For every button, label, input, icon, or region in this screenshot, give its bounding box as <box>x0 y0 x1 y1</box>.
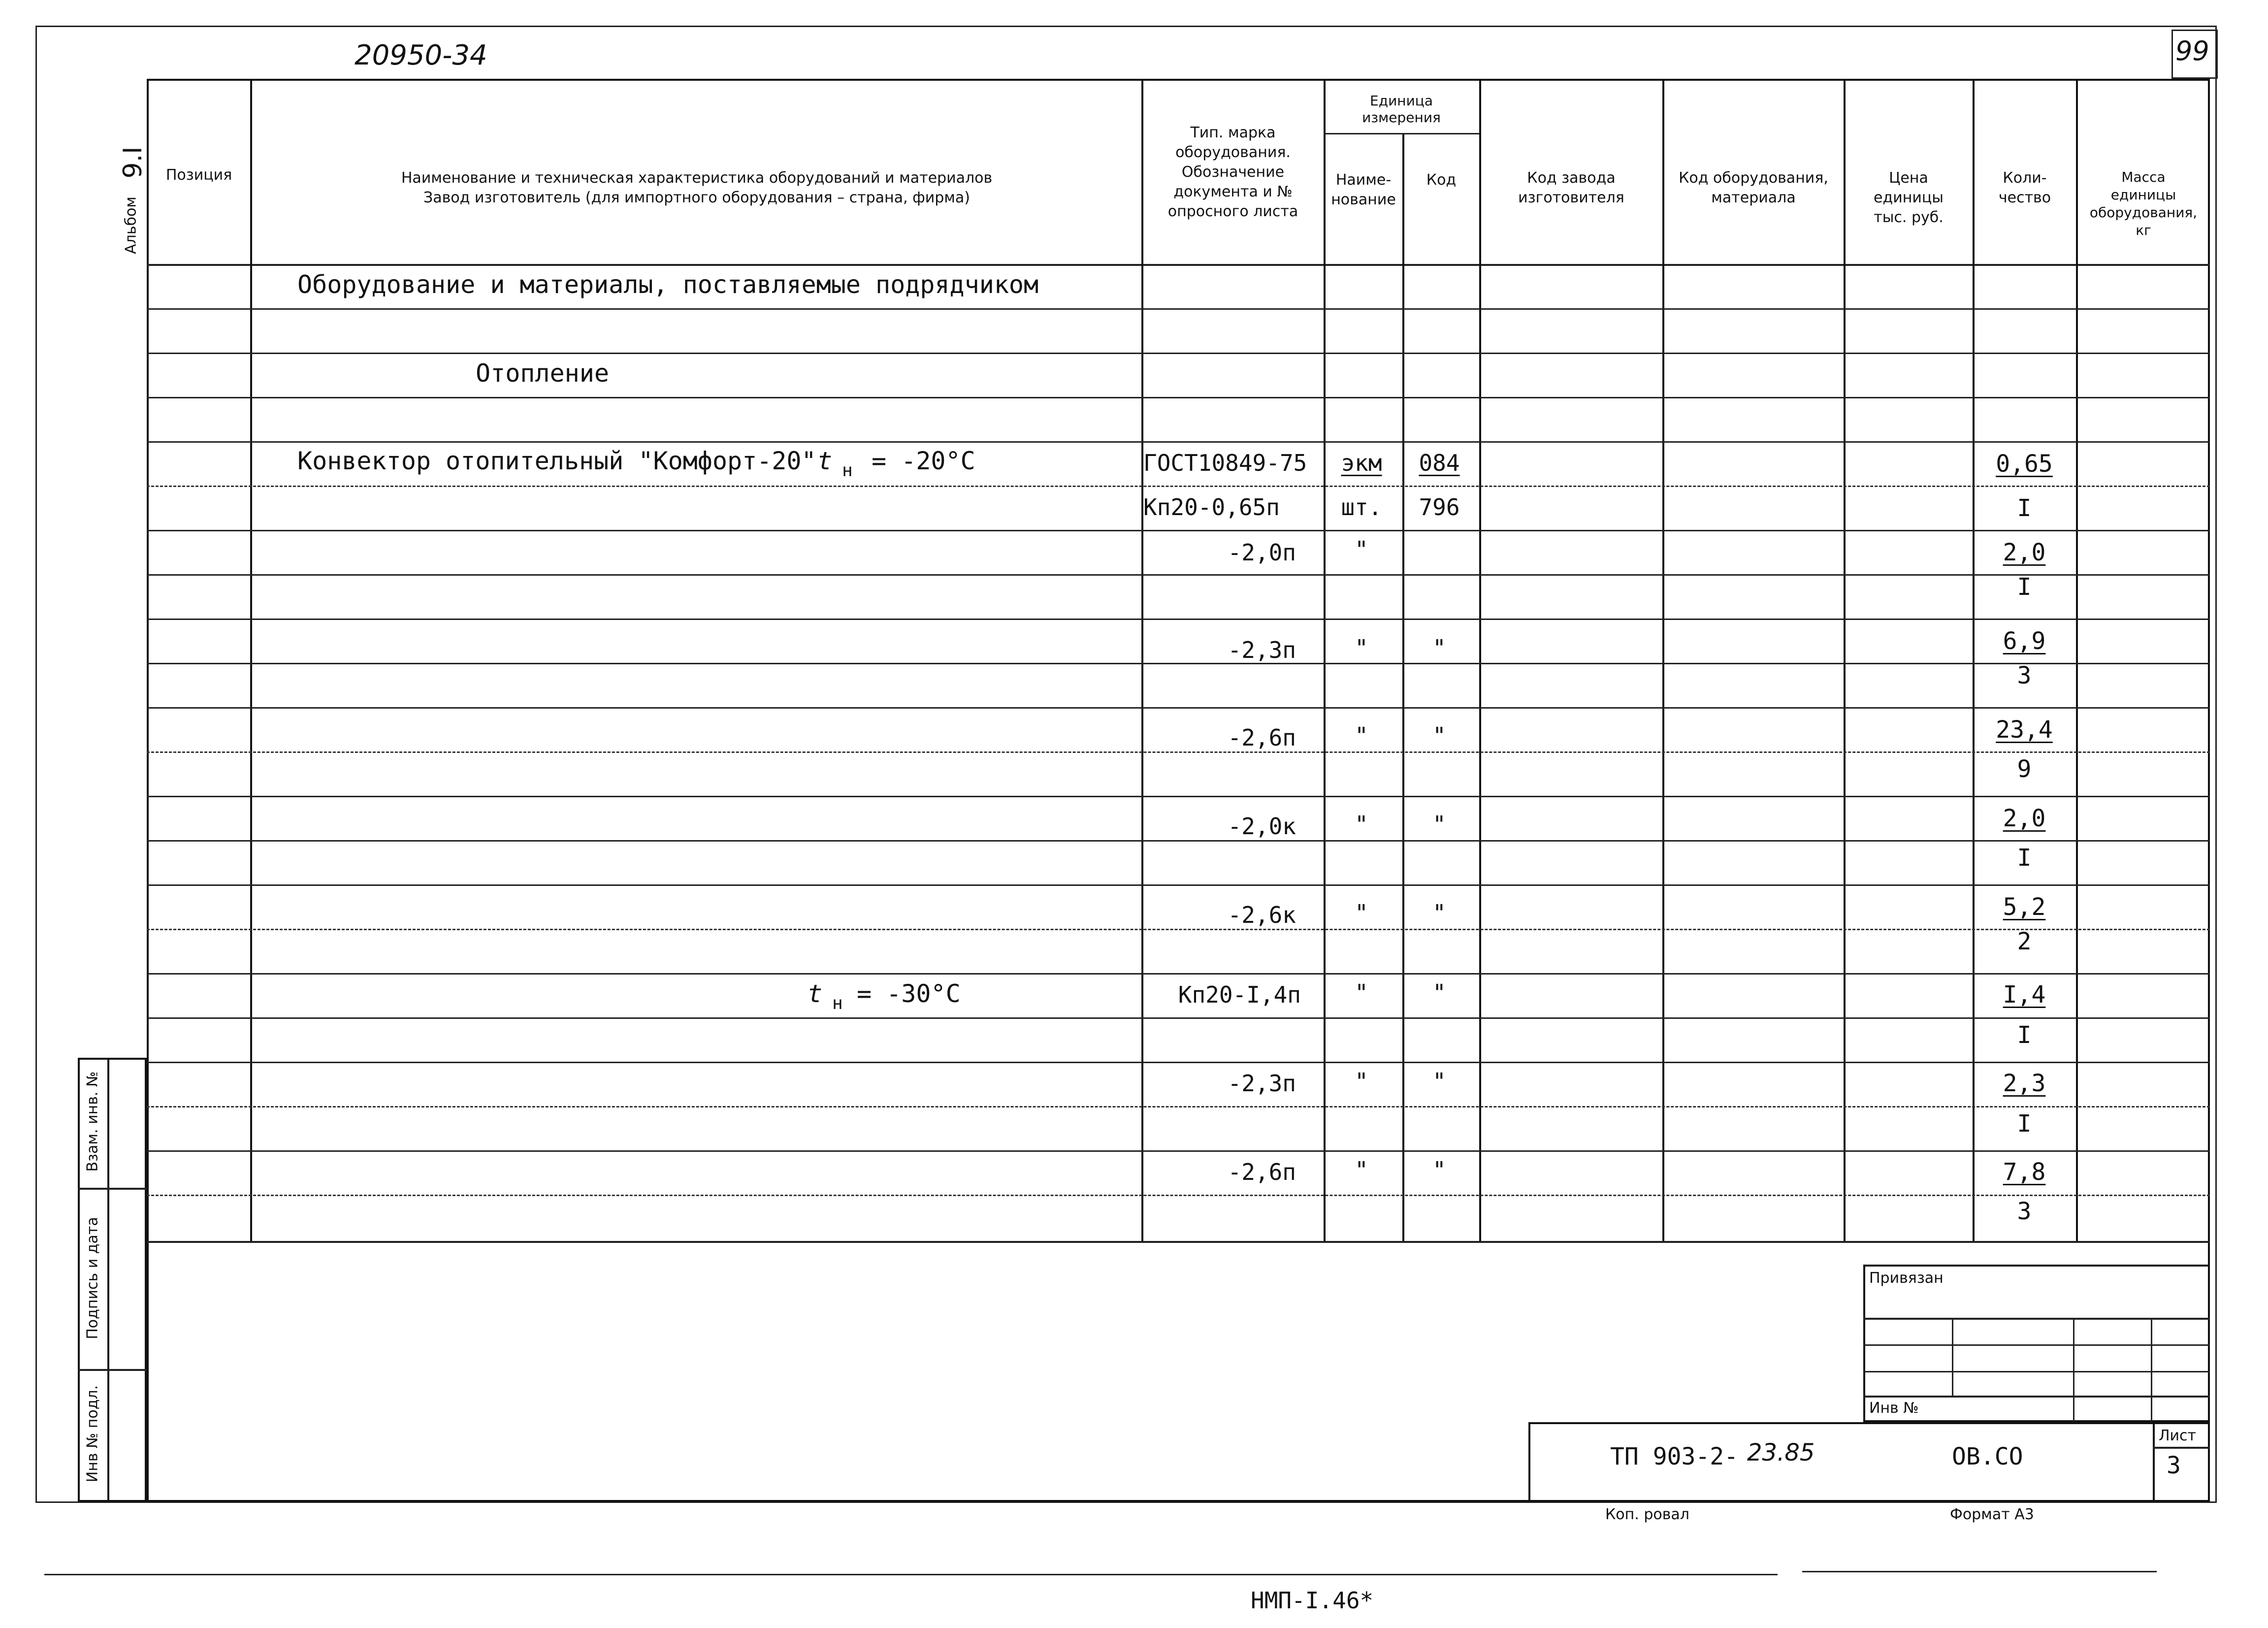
row-16-code: " <box>1432 1157 1446 1183</box>
table-bottom-line <box>147 1241 2210 1243</box>
temp1-value: = -20°С <box>872 447 975 475</box>
sheet-number-handwritten: 99 <box>2175 35 2209 66</box>
row-line <box>147 1062 2210 1063</box>
row-10-type: -2,6к <box>1228 902 1296 928</box>
row-line <box>147 929 2210 930</box>
row-16-type: -2,6п <box>1228 1159 1296 1185</box>
item-name: Конвектор отопительный "Комфорт-20" <box>297 447 816 475</box>
row-11-qty: 2 <box>2017 928 2032 955</box>
row-1-unit: шт. <box>1341 494 1382 521</box>
row-12-code: " <box>1432 979 1446 1006</box>
row-0-type: ГОСТ10849-75 <box>1143 450 1307 476</box>
row-15-qty: I <box>2017 1110 2032 1138</box>
row-line <box>147 1195 2210 1196</box>
row-line <box>147 796 2210 797</box>
row-3-qty: I <box>2017 573 2032 601</box>
designation-printed: ТП 903-2- <box>1610 1443 1739 1470</box>
col-line-unit-code <box>1479 79 1481 1241</box>
row-line <box>147 1017 2210 1019</box>
album-label: Альбом <box>122 196 140 254</box>
copied-label: Коп. ровал <box>1605 1506 1689 1523</box>
footer-line <box>44 1574 1778 1575</box>
row-0-qty: 0,65 <box>1996 450 2053 478</box>
row-line <box>147 486 2210 487</box>
row-8-qty: 2,0 <box>2003 805 2046 832</box>
temp2-value: = -30°С <box>857 979 961 1008</box>
subsection-title: Отопление <box>476 359 609 388</box>
header-type-mark: Тип. марка оборудования. Обозначение документа и № опросного листа <box>1167 124 1298 220</box>
temp1-symbol: t <box>817 447 833 475</box>
designation-handwritten: 23.85 <box>1747 1439 1815 1466</box>
row-4-code: " <box>1432 635 1446 661</box>
row-line <box>147 707 2210 709</box>
row-14-unit: " <box>1355 1068 1368 1095</box>
row-14-code: " <box>1432 1068 1446 1095</box>
row-1-qty: I <box>2017 494 2032 522</box>
sheet-number: 3 <box>2167 1452 2181 1479</box>
bound-line <box>1863 1371 2210 1372</box>
row-13-qty: I <box>2017 1021 2032 1049</box>
col-line-unit-name <box>1402 133 1404 1241</box>
row-4-type: -2,3п <box>1228 637 1296 663</box>
row-0-unit: экм <box>1341 450 1382 476</box>
row-9-qty: I <box>2017 844 2032 872</box>
row-5-qty: 3 <box>2017 662 2032 689</box>
doc-number-handwritten: 20950-34 <box>355 39 487 71</box>
row-8-type: -2,0к <box>1228 813 1296 840</box>
row-line <box>147 973 2210 975</box>
header-mass: Масса единицы оборудования, кг <box>2089 169 2198 238</box>
row-8-code: " <box>1432 811 1446 838</box>
bound-vline <box>1952 1318 1953 1396</box>
bound-line <box>1863 1318 2210 1320</box>
row-16-qty: 7,8 <box>2003 1158 2046 1186</box>
bound-block <box>1863 1265 2210 1422</box>
row-line <box>147 574 2210 576</box>
row-line <box>147 884 2210 886</box>
title-block-divider <box>2153 1422 2155 1502</box>
row-line <box>147 1150 2210 1152</box>
row-2-type: -2,0п <box>1228 539 1296 566</box>
row-12-qty: I,4 <box>2003 981 2046 1009</box>
row-10-unit: " <box>1355 900 1368 926</box>
row-6-code: " <box>1432 722 1446 749</box>
row-line <box>147 619 2210 620</box>
title-block-sheet-line <box>2153 1447 2210 1449</box>
row-line <box>147 530 2210 531</box>
col-line-factory <box>1662 79 1664 1241</box>
album-number: 9.I <box>118 146 148 179</box>
header-separator <box>147 264 2210 266</box>
sheet-label: Лист <box>2159 1427 2197 1444</box>
header-unit-code: Код <box>1426 171 1457 189</box>
row-14-qty: 2,3 <box>2003 1070 2046 1097</box>
bound-line <box>1863 1344 2210 1346</box>
row-2-unit: " <box>1355 536 1368 563</box>
bound-label: Привязан <box>1869 1270 1944 1287</box>
row-14-type: -2,3п <box>1228 1070 1296 1097</box>
temp1-subscript: н <box>842 460 853 481</box>
col-line-position <box>250 79 252 1241</box>
header-factory-code: Код завода изготовителя <box>1518 169 1624 206</box>
row-6-unit: " <box>1355 722 1368 749</box>
side-sign-date: Подпись и дата <box>84 1217 101 1339</box>
side-stamp-line <box>78 1369 147 1371</box>
format-label: Формат А3 <box>1950 1506 2034 1523</box>
col-line-qty <box>2076 79 2078 1241</box>
header-price: Цена единицы тыс. руб. <box>1874 169 1944 226</box>
inv-no-label: Инв № <box>1869 1400 1919 1417</box>
row-0-code: 084 <box>1419 450 1460 476</box>
row-line <box>147 397 2210 398</box>
header-name: Наименование и техническая характеристика оборудований и материалов Завод изготовитель (для импортного оборудования – страна, фирма) <box>401 169 993 206</box>
row-4-qty: 6,9 <box>2003 627 2046 655</box>
row-2-qty: 2,0 <box>2003 539 2046 566</box>
side-stamp-divider <box>107 1058 109 1502</box>
row-6-type: -2,6п <box>1228 724 1296 751</box>
bound-vline <box>2151 1318 2152 1422</box>
side-replace-inv: Взам. инв. № <box>84 1071 101 1172</box>
unit-group-divider <box>1324 133 1479 134</box>
header-position: Позиция <box>165 166 232 184</box>
header-unit-name: Наиме- нование <box>1331 171 1396 208</box>
header-unit-group: Единица измерения <box>1362 93 1441 126</box>
col-line-type <box>1324 79 1326 1241</box>
row-1-type: Кп20-0,65п <box>1143 494 1280 521</box>
header-equipment-code: Код оборудования, материала <box>1679 169 1828 206</box>
col-line-equip <box>1844 79 1846 1241</box>
temp2-subscript: н <box>832 993 843 1013</box>
footer-form: НМП-I.46* <box>1251 1587 1374 1614</box>
footer-line <box>1802 1571 2157 1572</box>
row-16-unit: " <box>1355 1157 1368 1183</box>
row-8-unit: " <box>1355 811 1368 838</box>
temp2-symbol: t <box>808 979 823 1008</box>
row-line <box>147 441 2210 443</box>
row-line <box>147 308 2210 310</box>
side-stamp-line <box>78 1188 147 1190</box>
row-10-code: " <box>1432 900 1446 926</box>
header-quantity: Коли- чество <box>1998 169 2051 206</box>
side-inv-orig: Инв № подл. <box>84 1385 101 1483</box>
col-line-price <box>1973 79 1975 1241</box>
row-12-unit: " <box>1355 979 1368 1006</box>
row-4-unit: " <box>1355 635 1368 661</box>
bound-vline <box>2073 1318 2074 1422</box>
row-12-type: Кп20-I,4п <box>1178 981 1301 1008</box>
row-line <box>147 1106 2210 1107</box>
row-7-qty: 9 <box>2017 755 2032 783</box>
row-line <box>147 353 2210 354</box>
document-mark: ОВ.СО <box>1952 1443 2023 1470</box>
row-line <box>147 751 2210 753</box>
row-17-qty: 3 <box>2017 1198 2032 1225</box>
row-6-qty: 23,4 <box>1996 716 2053 744</box>
section-title: Оборудование и материалы, поставляемые подрядчиком <box>297 270 1039 299</box>
bound-line <box>1863 1396 2210 1398</box>
row-1-code: 796 <box>1419 494 1460 521</box>
row-10-qty: 5,2 <box>2003 893 2046 921</box>
row-line <box>147 840 2210 842</box>
